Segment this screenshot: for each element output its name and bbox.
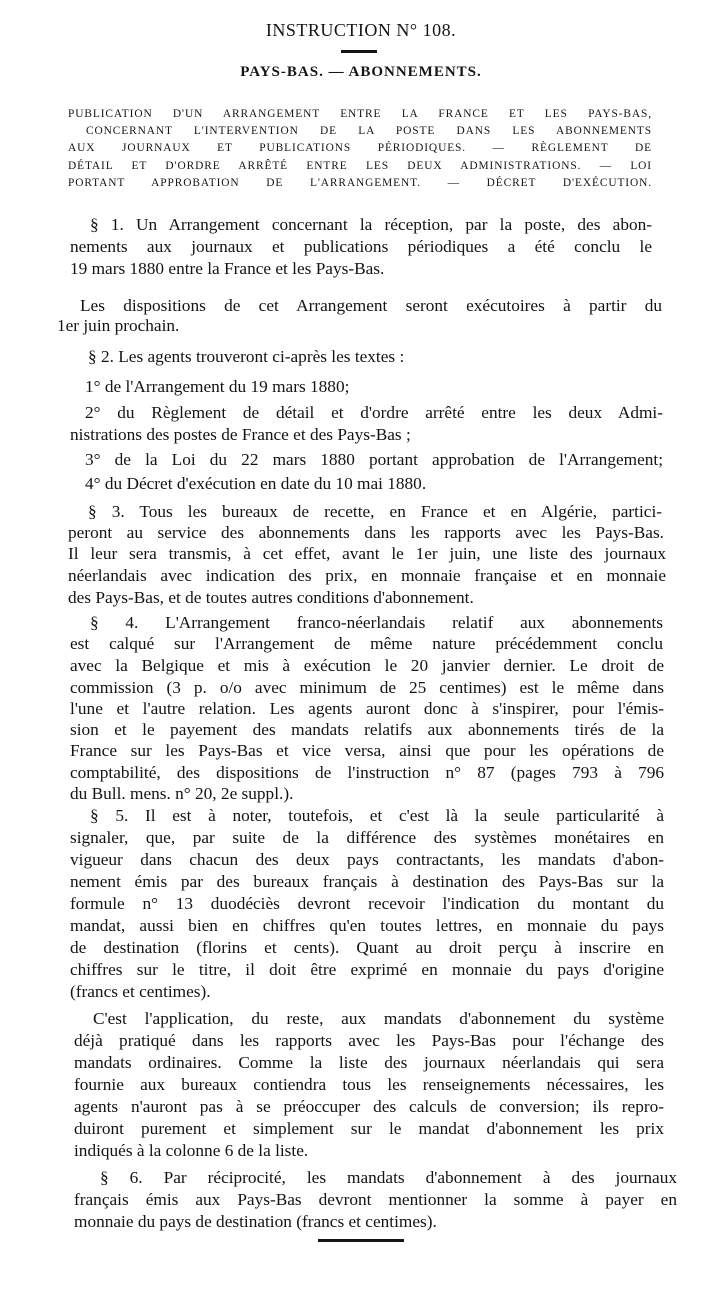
paragraph-4-line: des Pays-Bas, et de toutes autres conditions d'abonnement. [68,588,474,607]
paragraph-6-line: vigueur dans chacun des deux pays contractants, les mandats d'abon- [70,850,664,869]
paragraph-4-line: néerlandais avec indication des prix, en monnaie française et en monnaie [68,566,666,585]
paragraph-1-line: nements aux journaux et publications périodiques a été conclu le [70,237,652,256]
paragraph-5-line: avec la Belgique et mis à exécution le 20 janvier dernier. Le droit de [70,656,664,675]
paragraph-8-line: § 6. Par réciprocité, les mandats d'abonnement à des journaux [100,1168,677,1187]
paragraph-5-line [70,740,664,762]
paragraph-4-line: peront au service des abonnements dans les rapports avec les Pays-Bas. [68,523,664,542]
paragraph-5-line: l'une et l'autre relation. Les agents auront donc à s'inspirer, pour l'émis- [70,699,664,718]
paragraph-7-line: mandats ordinaires. Comme la liste des journaux néerlandais qui sera [74,1053,664,1072]
paragraph-5-line: du Bull. mens. n° 20, 2e suppl.). [70,784,294,803]
paragraph-1-line: 19 mars 1880 entre la France et les Pays-Bas. [70,259,385,278]
paragraph-6-line: de destination (florins et cents). Quant au droit perçu à inscrire en [70,938,664,957]
paragraph-3-line: 4° du Décret d'exécution en date du 10 mai 1880. [85,474,427,493]
paragraph-3-line: 3° de la Loi du 22 mars 1880 portant approbation de l'Arrangement; [85,450,663,469]
summary-block [68,106,652,192]
paragraph-5-line: sion et le payement des mandats relatifs aux abonnements tirés de la [70,720,664,739]
paragraph-5-line-text: France sur les Pays-Bas et vice versa, ainsi que pour les opérations de [70,741,664,760]
paragraph-8-line: français émis aux Pays-Bas devront mentionner la somme à payer en [74,1190,677,1209]
paragraph-6-line: nement émis par des bureaux français à destination des Pays-Bas sur la [70,872,664,891]
instruction-title: INSTRUCTION N° 108. [265,20,457,40]
paragraph-8-line: monnaie du pays de destination (francs et centimes). [74,1212,437,1231]
paragraph-2-line: 1er juin prochain. [57,316,180,335]
summary-line: CONCERNANT L'INTERVENTION DE LA POSTE DANS LES ABONNEMENTS [86,125,652,138]
paragraph-6-line: § 5. Il est à noter, toutefois, et c'est là la seule particularité à [90,806,664,825]
summary-line: PORTANT APPROBATION DE L'ARRANGEMENT. — DÉCRET D'EXÉCUTION. [68,176,652,189]
summary-line: DÉTAIL ET D'ORDRE ARRÊTÉ ENTRE LES DEUX ADMINISTRATIONS. — LOI [68,159,652,172]
paragraph-5-line: commission (3 p. o/o avec minimum de 25 centimes) est le même dans [70,678,664,697]
end-rule [318,1239,404,1242]
paragraph-7-line: C'est l'application, du reste, aux mandats d'abonnement du système [93,1009,664,1028]
paragraph-7-line: déjà pratiqué dans les rapports avec les Pays-Bas pour l'échange des [74,1031,664,1050]
paragraph-6-line: (francs et centimes). [70,982,211,1001]
paragraph-5-line: comptabilité, des dispositions de l'instruction n° 87 (pages 793 à 796 [70,763,664,782]
paragraph-4-line: Il leur sera transmis, à cet effet, avant le 1er juin, une liste des journaux [68,544,666,563]
paragraph-3-line: § 2. Les agents trouveront ci-après les textes : [88,347,405,366]
paragraph-7-line: duiront purement et simplement sur le mandat d'abonnement les prix [74,1119,664,1138]
summary-line: AUX JOURNAUX ET PUBLICATIONS PÉRIODIQUES. — RÈGLEMENT DE [68,142,652,155]
paragraph-6-line: chiffres sur le titre, il doit être exprimé en monnaie du pays d'origine [70,960,664,979]
paragraph-3-line: 2° du Règlement de détail et d'ordre arrêté entre les deux Admi- [85,403,663,422]
paragraph-6-line: formule n° 13 duodéciès devront recevoir l'indication du montant du [70,894,664,913]
paragraph-1-line: § 1. Un Arrangement concernant la réception, par la poste, des abon- [90,215,652,234]
paragraph-5-line: § 4. L'Arrangement franco-néerlandais relatif aux abonnements [90,613,663,632]
paragraph-3-line: nistrations des postes de France et des Pays-Bas ; [70,425,411,444]
paragraph-7-line: fournie aux bureaux contiendra tous les renseignements nécessaires, les [74,1075,664,1094]
paragraph-6-line: mandat, aussi bien en chiffres qu'en toutes lettres, en monnaie du pays [70,916,664,935]
paragraph-6-line: signaler, que, par suite de la différence des systèmes monétaires en [70,828,664,847]
paragraph-3-line: 1° de l'Arrangement du 19 mars 1880; [85,377,350,396]
paragraph-4-line: § 3. Tous les bureaux de recette, en France et en Algérie, partici- [88,502,662,521]
section-subtitle: PAYS-BAS. — ABONNEMENTS. [240,64,482,80]
paragraph-7-line: indiqués à la colonne 6 de la liste. [74,1141,309,1160]
paragraph-5-line: est calqué sur l'Arrangement de même nature précédemment conclu [70,634,663,653]
paragraph-2-line: Les dispositions de cet Arrangement seront exécutoires à partir du [80,296,662,315]
summary-line: PUBLICATION D'UN ARRANGEMENT ENTRE LA FRANCE ET LES PAYS-BAS, [68,108,652,120]
paragraph-7-line: agents n'auront pas à se préoccuper des calculs de conversion; ils repro- [74,1097,664,1116]
title-rule [341,50,377,53]
